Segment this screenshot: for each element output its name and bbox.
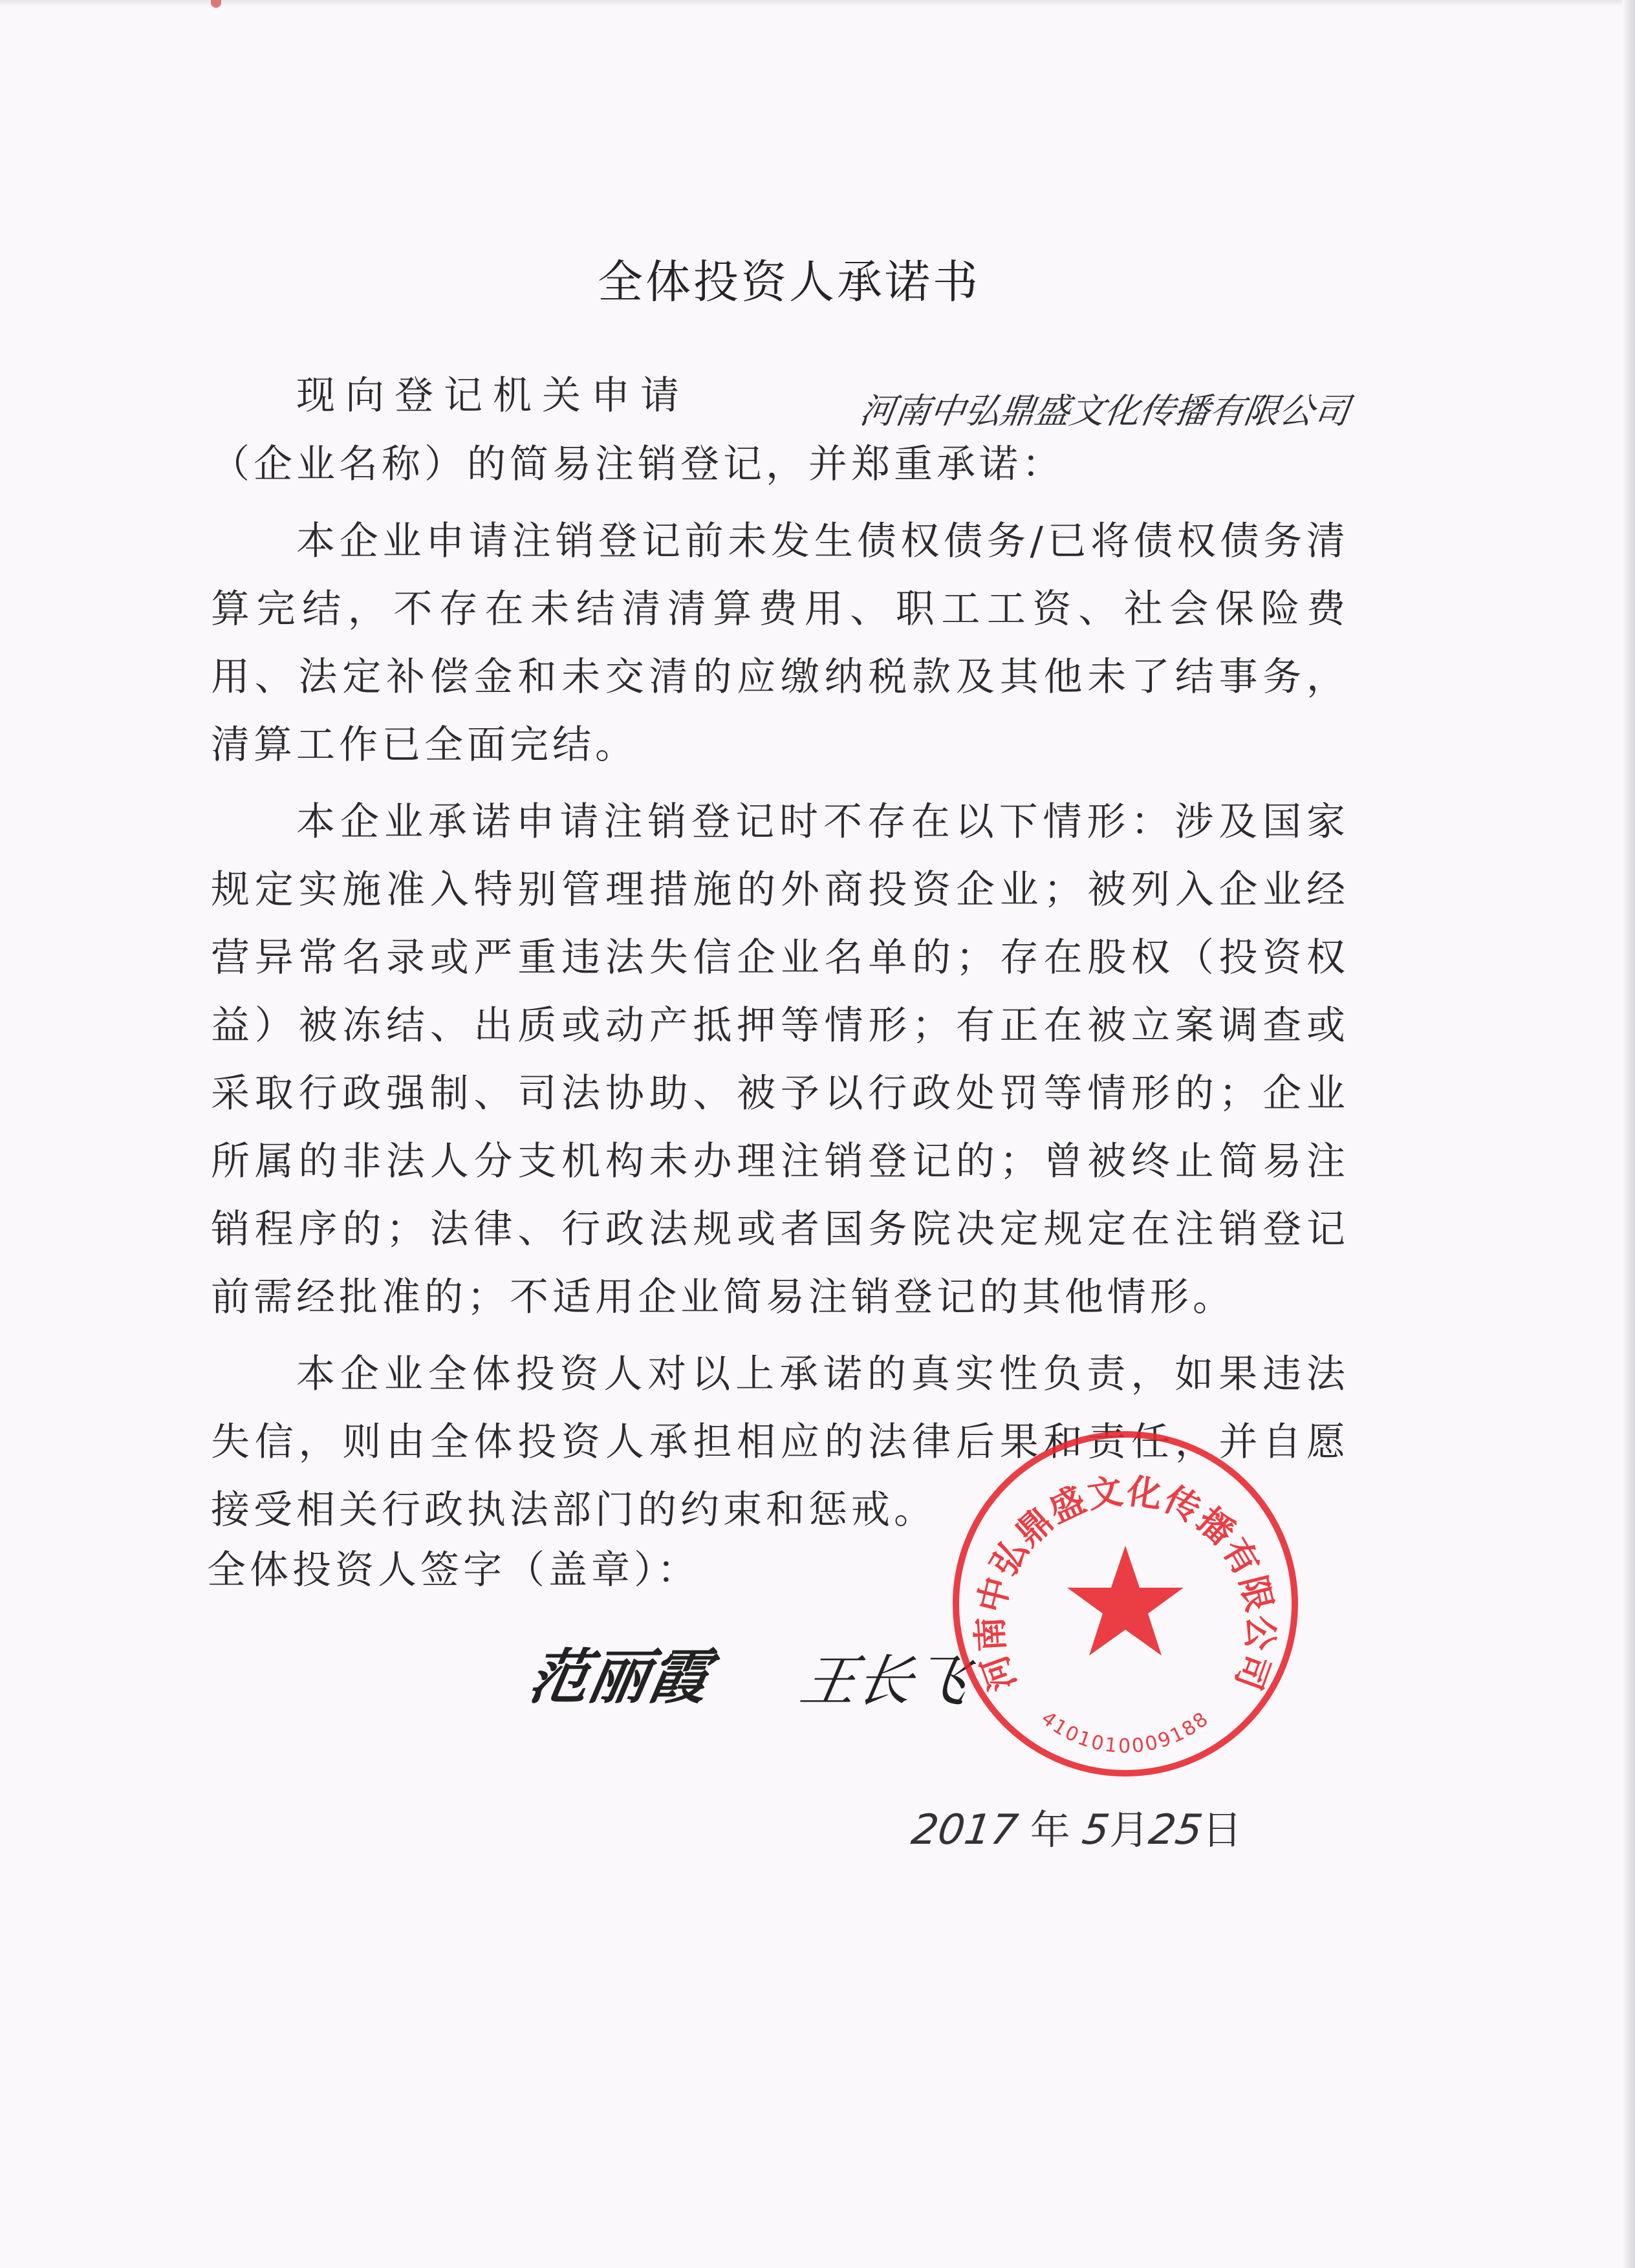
page-right-edge: [1622, 0, 1635, 2268]
date-day: 25: [1145, 1806, 1206, 1854]
intro-before: 现向登记机关申请: [296, 373, 689, 418]
document-title: 全体投资人承诺书: [598, 255, 980, 308]
seal-text: 河南中弘鼎盛文化传播有限公司: [969, 1470, 1282, 1696]
company-seal-icon: [944, 1423, 1306, 1785]
intro-paragraph: [211, 362, 1352, 499]
company-name-field: [689, 363, 1352, 431]
date-month: 5: [1079, 1806, 1113, 1854]
date-month-char: 月: [1109, 1806, 1150, 1853]
date-year-char: 年: [1030, 1806, 1070, 1853]
document-body: [211, 362, 1352, 1553]
company-name-handwritten: 河南中弘鼎盛文化传播有限公司: [857, 391, 1352, 431]
date-day-char: 日: [1202, 1806, 1242, 1853]
seal-star-icon: [1067, 1546, 1184, 1656]
signature-label: 全体投资人签字（盖章）：: [207, 1548, 700, 1593]
paragraph-3: 本企业全体投资人对以上承诺的真实性负责，如果违法失信，则由全体投资人承担相应的法律后果和责任，并自愿接受相关行政执法部门的约束和惩戒。: [211, 1352, 1349, 1533]
edge-speck: [211, 0, 221, 8]
date-line: [908, 1798, 1242, 1855]
intro-after: （企业名称）的简易注销登记，并郑重承诺：: [211, 442, 1065, 487]
page-top-edge: [0, 0, 1635, 6]
date-year: 2017: [908, 1806, 1021, 1854]
paragraph-1: 本企业申请注销登记前未发生债权债务/已将债权债务清算完结，不存在未结清清算费用、职工工资、社会保险费用、法定补偿金和未交清的应缴纳税款及其他未了结事务，清算工作已全面完结。: [211, 519, 1349, 768]
paragraph-2: 本企业承诺申请注销登记时不存在以下情形：涉及国家规定实施准入特别管理措施的外商投资企业；被列入企业经营异常名录或严重违法失信企业名单的；存在股权（投资权益）被冻结、出质或动产抵押等情形；有正在被立案调查或采取行政强制、司法协助、被予以行政处罚等情形的；企业所属的非法人分支机构未办理注销登记的；曾被终止简易注销程序的；法律、行政法规或者国务院决定规定在注销登记前需经批准的；不适用企业简易注销登记的其他情形。: [211, 799, 1349, 1320]
seal-number: 4101010009188: [1037, 1707, 1214, 1758]
signature-1: 范丽霞: [523, 1642, 715, 1712]
signature-2: 王长飞: [795, 1649, 974, 1714]
